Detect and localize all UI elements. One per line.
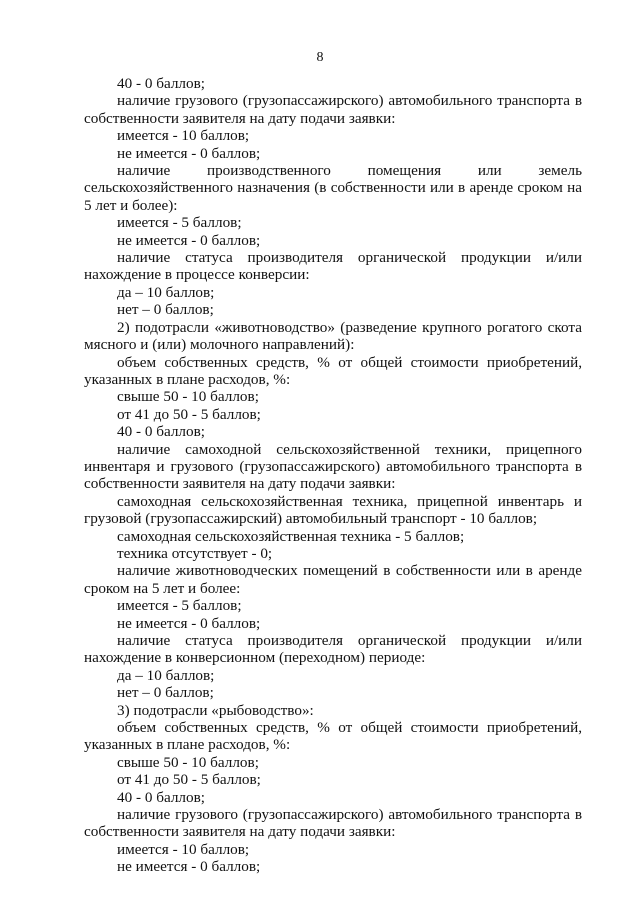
paragraph: наличие животноводческих помещений в собственности или в аренде сроком на 5 лет и более: <box>84 562 582 597</box>
page-number: 8 <box>316 50 324 65</box>
paragraph: наличие грузового (грузопассажирского) автомобильного транспорта в собственности заявителя на дату подачи заявки: <box>84 806 582 841</box>
paragraph: наличие самоходной сельскохозяйственной техники, прицепного инвентаря и грузового (грузопассажирского) автомобильного транспорта в собственности заявителя на дату подачи заявки: <box>84 440 582 493</box>
paragraph: техника отсутствует - 0; <box>117 544 273 562</box>
paragraph: имеется - 5 баллов; <box>117 214 242 232</box>
paragraph: от 41 до 50 - 5 баллов; <box>117 771 261 789</box>
paragraph: 2) подотрасли «животноводство» (разведение крупного рогатого скота мясного и (или) молочного направлений): <box>84 318 582 354</box>
paragraph: имеется - 5 баллов; <box>117 597 242 615</box>
paragraph: нет – 0 баллов; <box>117 301 214 319</box>
paragraph: не имеется - 0 баллов; <box>117 231 261 249</box>
paragraph: самоходная сельскохозяйственная техника - 5 баллов; <box>117 527 465 545</box>
paragraph: наличие производственного помещения или земель сельскохозяйственного назначения (в собственности или в аренде сроком на 5 лет и более): <box>84 162 582 214</box>
paragraph: имеется - 10 баллов; <box>117 127 250 145</box>
paragraph: да – 10 баллов; <box>117 283 215 301</box>
paragraph: свыше 50 - 10 баллов; <box>117 388 259 406</box>
paragraph: 40 - 0 баллов; <box>117 423 205 441</box>
paragraph: имеется - 10 баллов; <box>117 840 250 858</box>
paragraph: 3) подотрасли «рыбоводство»: <box>117 701 314 719</box>
paragraph: 40 - 0 баллов; <box>117 788 205 806</box>
paragraph: 40 - 0 баллов; <box>117 75 205 92</box>
paragraph: не имеется - 0 баллов; <box>117 614 261 632</box>
paragraph: наличие грузового (грузопассажирского) автомобильного транспорта в собственности заявителя на дату подачи заявки: <box>84 92 582 127</box>
document-body <box>84 75 582 876</box>
paragraph: наличие статуса производителя органической продукции и/или нахождение в конверсионном (переходном) периоде: <box>84 632 582 667</box>
paragraph: не имеется - 0 баллов; <box>117 858 261 876</box>
paragraph: не имеется - 0 баллов; <box>117 144 261 162</box>
paragraph: объем собственных средств, % от общей стоимости приобретений, указанных в плане расходов, %: <box>84 353 582 388</box>
paragraph: самоходная сельскохозяйственная техника, прицепной инвентарь и грузовой (грузопассажирский) автомобильный транспорт - 10 баллов; <box>84 492 582 528</box>
paragraph: от 41 до 50 - 5 баллов; <box>117 405 261 423</box>
paragraph: да – 10 баллов; <box>117 666 215 684</box>
paragraph: свыше 50 - 10 баллов; <box>117 753 259 771</box>
paragraph: нет – 0 баллов; <box>117 684 214 702</box>
paragraph: наличие статуса производителя органической продукции и/или нахождение в процессе конверсии: <box>84 249 582 284</box>
paragraph: объем собственных средств, % от общей стоимости приобретений, указанных в плане расходов, %: <box>84 719 582 754</box>
